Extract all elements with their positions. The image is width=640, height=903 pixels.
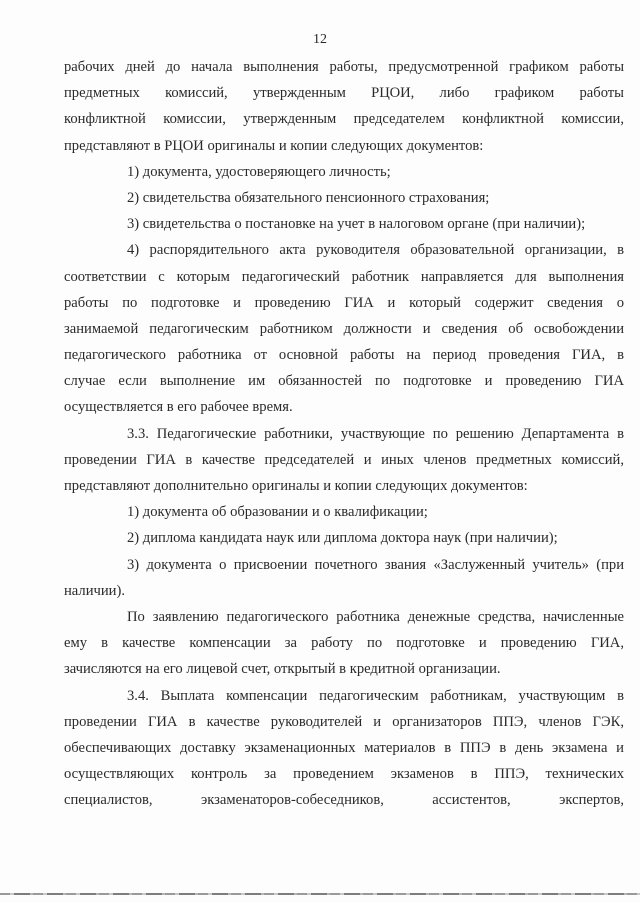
list-item: 2) диплома кандидата наук или диплома доктора наук (при наличии); [127, 530, 558, 547]
text-line: педагогического работника от основной работы на период проведения ГИА, в [64, 347, 624, 364]
text-line: конфликтной комиссии, утвержденным председателем конфликтной комиссии, [64, 111, 624, 128]
text-line: осуществляющих контроль за проведением экзаменов в ППЭ, технических [64, 766, 624, 783]
list-item: 1) документа об образовании и о квалификации; [127, 504, 428, 521]
list-item: 2) свидетельства обязательного пенсионного страхования; [127, 189, 490, 206]
list-item: 1) документа, удостоверяющего личность; [127, 163, 391, 180]
list-item: 3) документа о присвоении почетного звания «Заслуженный учитель» (при [127, 556, 624, 573]
text-line: представляют дополнительно оригиналы и копии следующих документов: [64, 478, 528, 494]
section-paragraph-start: 3.4. Выплата компенсации педагогическим работникам, участвующим в [127, 687, 624, 704]
text-line: соответствии с которым педагогический работник направляется для выполнения [64, 268, 624, 285]
list-item: 3) свидетельства о постановке на учет в налоговом органе (при наличии); [127, 216, 586, 233]
scan-edge-line [0, 893, 640, 895]
text-line: занимаемой педагогическим работником должности и сведения об освобождении [64, 320, 624, 337]
list-item: 4) распорядительного акта руководителя образовательной организации, в [127, 242, 624, 259]
text-line: специалистов, экзаменаторов-собеседников, ассистентов, экспертов, [64, 792, 624, 809]
text-line: наличии). [64, 582, 125, 599]
text-line: ему в качестве компенсации за работу по подготовке и проведению ГИА, [64, 635, 624, 652]
paragraph-start: По заявлению педагогического работника денежные средства, начисленные [127, 608, 624, 625]
text-line: проведении ГИА в качестве председателей и иных членов предметных комиссий, [64, 451, 624, 468]
section-paragraph-start: 3.3. Педагогические работники, участвующие по решению Департамента в [127, 425, 624, 442]
text-line: зачисляются на его лицевой счет, открытый в кредитной организации. [64, 661, 501, 678]
document-body [64, 54, 624, 813]
text-line: рабочих дней до начала выполнения работы, предусмотренной графиком работы [64, 59, 624, 75]
text-line: осуществляется в его рабочее время. [64, 399, 293, 416]
text-line: работы по подготовке и проведению ГИА и который содержит сведения о [64, 294, 624, 311]
text-line: представляют в РЦОИ оригиналы и копии следующих документов: [64, 137, 484, 154]
text-line: обеспечивающих доставку экзаменационных материалов в ППЭ в день экзамена и [64, 739, 624, 756]
text-line: предметных комиссий, утвержденным РЦОИ, либо графиком работы [64, 85, 624, 102]
page-number: 12 [313, 32, 327, 47]
text-line: проведении ГИА в качестве руководителей и организаторов ППЭ, членов ГЭК, [64, 713, 624, 730]
text-line: случае если выполнение им обязанностей по подготовке и проведению ГИА [64, 373, 624, 390]
